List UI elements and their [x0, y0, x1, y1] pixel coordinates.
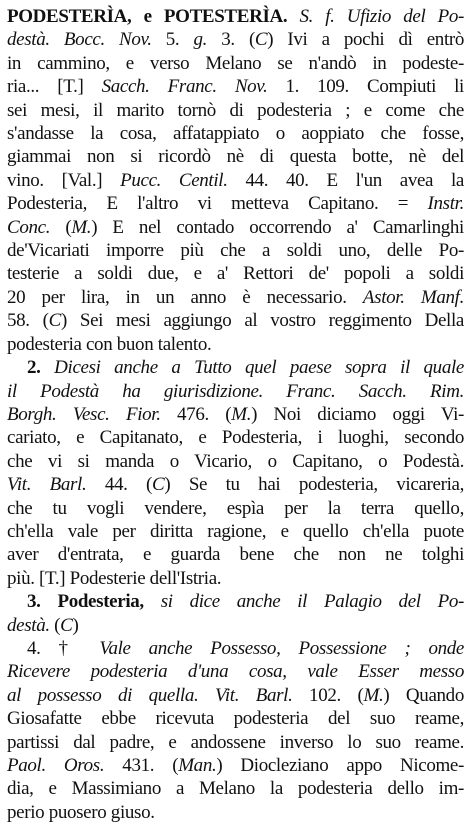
text-run: 3. Podesteria, — [27, 591, 161, 613]
text-run: Dicesi anche a Tutto quel paese sopra il quale — [54, 357, 464, 379]
text-run: ) Diocleziano appo Nicome- — [216, 755, 464, 776]
text-line — [7, 731, 464, 754]
text-line — [7, 239, 464, 262]
text-line — [7, 333, 464, 356]
text-line — [7, 777, 464, 800]
text-run: destà. Bocc. Nov. — [7, 29, 152, 51]
entry-sense-4 — [7, 637, 464, 824]
text-run: Astor. Manf. — [362, 286, 464, 308]
text-run: ) Sei mesi aggiungo al vostro reggimento Della — [60, 310, 464, 332]
text-line — [7, 122, 464, 145]
text-run: 44. 40. E l'un avea la — [227, 169, 464, 191]
text-run: dia, e Massimiano a Melano la podesteria dello im- — [7, 778, 464, 800]
text-line — [7, 262, 464, 285]
text-run: più. [T.] Podesterie dell'Istria. — [7, 567, 222, 589]
text-run: S. f. Ufizio del Po- — [299, 6, 464, 27]
text-line — [7, 473, 464, 496]
text-run: s'andasse la cosa, affatappiato o aoppiato che fosse, — [7, 123, 464, 145]
text-run: 58. ( — [7, 310, 49, 332]
text-run: 3. ( — [207, 29, 255, 51]
text-line — [7, 99, 464, 122]
text-run: C — [60, 614, 73, 636]
text-run: 5. — [151, 29, 194, 51]
text-run: Podesteria, E l'altro vi metteva Capitano. = — [7, 193, 428, 215]
text-run: 2. — [27, 357, 55, 379]
text-line — [7, 192, 464, 215]
text-run: ) Noi diciamo oggi Vi- — [251, 403, 464, 425]
text-run: ) Se tu hai podesteria, vicareria, — [164, 474, 464, 496]
text-line — [7, 380, 464, 403]
text-run: ) E nel contado occorrendo a' Camarlinghi — [91, 216, 464, 238]
text-run: 431. ( — [104, 755, 179, 776]
text-line — [7, 169, 464, 192]
text-run: Sacch. Franc. Nov. — [101, 76, 268, 98]
text-run: Paol. Oros. — [7, 755, 105, 776]
text-run: ( — [49, 614, 61, 636]
text-run: 4. † — [27, 637, 100, 659]
text-run: podesteria con buon talento. — [7, 333, 212, 355]
entry-sense-2 — [7, 356, 464, 590]
text-line — [7, 426, 464, 449]
text-run: che vi si manda o Vicario, o Capitano, o Podestà. — [7, 450, 464, 472]
text-run: destà. — [7, 614, 50, 636]
text-run: che tu vogli vendere, espìa per la terra quello, — [7, 497, 464, 519]
text-run: vino. [Val.] — [7, 169, 121, 191]
text-run: sei mesi, il marito tornò di podesteria ; e come che — [7, 99, 464, 121]
text-line — [7, 145, 464, 168]
text-run: Man. — [178, 755, 217, 776]
text-run: 102. ( — [292, 684, 364, 706]
text-line — [7, 754, 464, 777]
text-line — [7, 5, 464, 28]
text-line — [7, 707, 464, 730]
headword: PODESTERÌA, e POTESTERÌA. — [7, 6, 288, 27]
entry-definition-1 — [7, 5, 464, 356]
text-line — [7, 520, 464, 543]
text-run: il Podestà ha giurisdizione. Franc. Sacch. Rim. — [7, 380, 464, 402]
text-run — [287, 6, 299, 27]
text-run: al possesso di quella. Vit. Barl. — [7, 684, 293, 706]
text-run: 1. 109. Compiuti li — [267, 76, 464, 98]
text-run: Ricevere podesteria d'una cosa, vale Esser messo — [7, 661, 464, 683]
text-run: perio puosero giuso. — [7, 801, 155, 823]
text-line — [7, 216, 464, 239]
text-line — [7, 590, 464, 613]
text-line — [7, 75, 464, 98]
text-run: M. — [363, 684, 384, 706]
text-line — [7, 286, 464, 309]
text-run: partissi dal padre, e andossene inverso lo suo reame. — [7, 731, 464, 753]
text-line — [7, 403, 464, 426]
text-run: si dice anche il Palagio del Po- — [160, 591, 464, 613]
text-run: Vale anche Possesso, Possessione ; onde — [99, 637, 464, 659]
text-run: Instr. — [427, 193, 464, 215]
text-run: 44. ( — [86, 474, 153, 496]
text-line — [7, 28, 464, 51]
text-run: Borgh. Vesc. Fior. — [7, 403, 161, 425]
text-run: aver d'entrata, e guarda bene che non ne tolghi — [7, 544, 464, 566]
text-run: ) Ivi a pochi dì entrò — [267, 29, 464, 51]
text-line — [7, 356, 464, 379]
text-line — [7, 543, 464, 566]
text-line — [7, 497, 464, 520]
text-run: ) — [72, 614, 79, 636]
text-run: testerie a soldi due, e a' Rettori de' popoli a soldi — [7, 263, 464, 285]
text-run: 476. ( — [160, 403, 232, 425]
text-run: Vit. Barl. — [7, 474, 87, 496]
entry-sense-3 — [7, 590, 464, 637]
text-run: g. — [193, 29, 208, 51]
text-run: giammai non si ricordò nè di questa botte, nè del — [7, 146, 464, 168]
text-line — [7, 567, 464, 590]
text-line — [7, 614, 464, 637]
text-line — [7, 52, 464, 75]
text-run: ch'ella vale per diritta ragione, e quello ch'ella puote — [7, 520, 464, 542]
text-run: ) Quando — [383, 684, 464, 706]
text-line — [7, 637, 464, 660]
text-run: Giosafatte ebbe ricevuta podesteria del suo reame, — [7, 708, 464, 730]
text-run: 20 per lira, in un anno è necessario. — [7, 286, 363, 308]
text-run: C — [48, 310, 61, 332]
text-run: Conc. — [7, 216, 51, 238]
text-run: C — [254, 29, 268, 51]
text-line — [7, 801, 464, 824]
text-run: cariato, e Capitanato, e Podesteria, i luoghi, secondo — [7, 427, 464, 449]
text-run: M. — [71, 216, 92, 238]
text-run: de'Vicariati imporre più che a soldi uno, delle Po- — [7, 240, 464, 262]
text-run: Pucc. Centil. — [120, 169, 228, 191]
text-run: M. — [231, 403, 252, 425]
text-line — [7, 450, 464, 473]
text-run: in cammino, e verso Melano se n'andò in podeste- — [7, 52, 464, 74]
text-line — [7, 660, 464, 683]
text-line — [7, 309, 464, 332]
text-line — [7, 684, 464, 707]
text-run: C — [152, 474, 165, 496]
text-run: ria... [T.] — [7, 76, 102, 98]
text-run: ( — [50, 216, 72, 238]
